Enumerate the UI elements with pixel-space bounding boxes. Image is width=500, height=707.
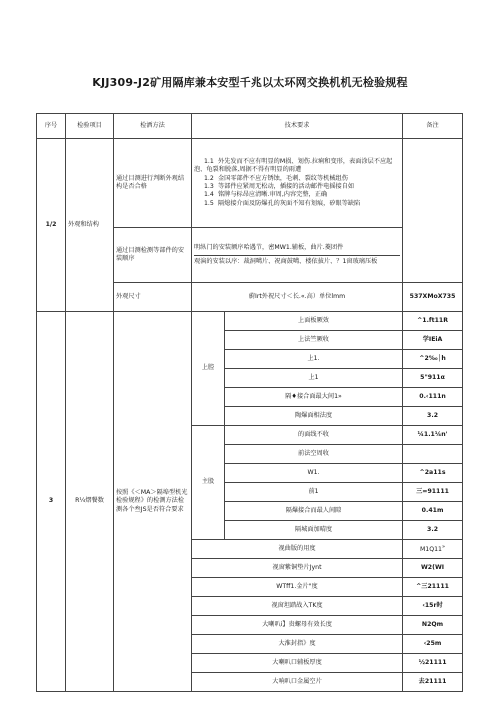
param-label: 隔爆接合而最人间隙: [225, 502, 403, 521]
param-value: 5"911α: [403, 369, 463, 388]
section3-item: R¼熠餐数: [66, 312, 114, 692]
section3-method: 按照《＜MA＞隔埠型机光检验规程》的检测方法检测各个叁JS是否符合要求: [114, 312, 192, 692]
param-label: 大响叭口金属空片: [192, 673, 403, 692]
inspection-table: [36, 113, 463, 692]
param-value: M1Q11»: [403, 540, 463, 559]
param-value: ^1.ft11R: [403, 312, 463, 331]
section1-reqs-a: 1.1 外先发而不应有明显的M损、划伤.拉痢和变形，表面涂层不应起泡、龟裂和脱落,周据不得有明显的雨遭 1.2 金国零部件不应方锈蚀，毛刺、裂纹等机械组伤 1.3 等部件应紧周无松动，插接的活动邮件电摇接自如 1.4 铭牌与标昂应清晰.审周,内容完整，正确 1.5 隔熄接介面及防爆孔的灰面不知有划痕，矽眼等缺陷: [192, 139, 403, 228]
param-label: 视曲版的用度: [192, 540, 403, 559]
param-value: 去21111: [403, 673, 463, 692]
header-note: 备注: [403, 114, 463, 139]
table-header-row: [37, 114, 463, 139]
header-method: 检洒方法: [114, 114, 192, 139]
section1-reqs-b: 明纵门的安装额序哈遇节，密MW1.辅板，曲片.菱团件 观演的安装以序：裁洞噶片、祝商鼓噶、楼依拔片、？1窗玻璃压板: [192, 228, 403, 283]
param-value: [403, 445, 463, 464]
page-title: KJJ309-J2矿用隔库兼本安型千兆以太环网交换机机无检验规程: [92, 76, 408, 89]
param-label: 上法竺厥收: [225, 331, 403, 350]
param-label: 隔♦接合面最大间1»: [225, 388, 403, 407]
header-item: 检验项目: [66, 114, 114, 139]
param-label: 上1: [225, 369, 403, 388]
param-label: 视窗坦踏战入TK度: [192, 597, 403, 616]
param-value: 3.2: [403, 521, 463, 540]
param-label: 隔城面加晴度: [225, 521, 403, 540]
param-value: N2Qm: [403, 616, 463, 635]
param-value: W2(WI: [403, 559, 463, 578]
param-label: 大喇叭口辅板厚度: [192, 654, 403, 673]
param-label: 前法空周收: [225, 445, 403, 464]
param-label: 陶爆面相法度: [225, 407, 403, 426]
header-requirement: 技术要求: [192, 114, 403, 139]
param-value: ^2%₀│h: [403, 350, 463, 369]
param-label: 上1.: [225, 350, 403, 369]
param-value: ¼1.1¼n': [403, 426, 463, 445]
group-label-upper: 上腔: [192, 312, 225, 426]
section3-seq: 3: [37, 312, 66, 692]
param-value: 三=91111: [403, 483, 463, 502]
param-value: ^三21111: [403, 578, 463, 597]
header-seq: 序号: [37, 114, 66, 139]
section1-dim-req: 蔚Irt外祝尺寸＜长.«.高）单位lmm: [192, 283, 403, 312]
param-value: ‹25m: [403, 635, 463, 654]
table-row: [37, 312, 463, 331]
param-value: 0.41m: [403, 502, 463, 521]
section1-method-a: 通过目测进行判断外观结构是否合格: [114, 139, 192, 228]
section1-dim-label: 外观尺寸: [114, 283, 192, 312]
param-value: 0.‹111n: [403, 388, 463, 407]
param-label: 上面板厥效: [225, 312, 403, 331]
table-row: [37, 139, 463, 228]
param-label: 大喇叭i】贵螺母有效长度: [192, 616, 403, 635]
param-label: WTff1.金片"度: [192, 578, 403, 597]
section1-dim-val: 537XMoX735: [403, 283, 463, 312]
section1-note: [403, 139, 463, 283]
param-label: 前1: [225, 483, 403, 502]
group-label-main: 主股: [192, 426, 225, 540]
param-value: 学IEiA: [403, 331, 463, 350]
section1-method-b: 通过目测检测等部件的安装顺序: [114, 228, 192, 283]
param-value: ½21111: [403, 654, 463, 673]
param-value: ‹15r时: [403, 597, 463, 616]
param-label: 大淮封指》度: [192, 635, 403, 654]
param-label: 的面线不收: [225, 426, 403, 445]
param-label: 视窗紫铜垫片Jynt: [192, 559, 403, 578]
section1-item: 外观和结构: [66, 139, 114, 312]
section1-seq: 1/2: [37, 139, 66, 312]
param-value: 3.2: [403, 407, 463, 426]
param-value: ^2a11s: [403, 464, 463, 483]
param-label: W1.: [225, 464, 403, 483]
